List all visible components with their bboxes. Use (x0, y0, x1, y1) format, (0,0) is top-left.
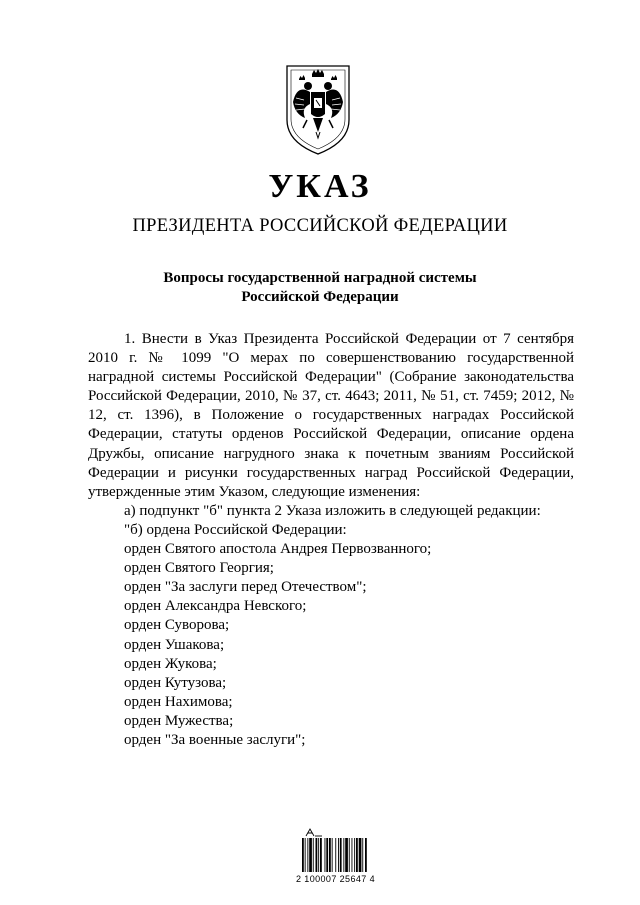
document-subtitle: ПРЕЗИДЕНТА РОССИЙСКОЙ ФЕДЕРАЦИИ (132, 216, 508, 236)
coat-of-arms-icon (283, 62, 353, 158)
barcode-bar (320, 838, 322, 872)
list-item: орден Суворова; (124, 617, 230, 634)
orders-intro: "б) ордена Российской Федерации: (124, 521, 347, 538)
decree-heading-line-1: Вопросы государственной наградной системы (163, 270, 477, 286)
decree-heading (100, 269, 540, 307)
list-item: орден "За военные заслуги"; (124, 731, 306, 748)
list-item: орден Александра Невского; (124, 598, 307, 615)
barcode-bar (325, 838, 326, 872)
list-item: орден "За заслуги перед Отечеством"; (124, 579, 367, 596)
barcode-bar (305, 838, 306, 872)
list-item: орден Жукова; (124, 655, 217, 672)
list-item: орден Святого апостола Андрея Первозванного; (124, 541, 432, 558)
barcode-bar (356, 838, 358, 872)
barcode-bar (326, 838, 328, 872)
barcode-bar (362, 838, 363, 872)
barcode-bar (329, 838, 331, 872)
barcode-bar (313, 838, 314, 872)
decree-body (88, 330, 574, 750)
list-item: орден Нахимова; (124, 693, 233, 710)
barcode-bar (352, 838, 353, 872)
barcode-bar (365, 838, 367, 872)
barcode-bar (307, 838, 308, 872)
paragraph-1: 1. Внести в Указ Президента Российской Федерации от 7 сентября 2010 г. № 1099 "О мерах по совершенствованию государственной наградной системы Российской Федерации" (Собрание законодательства Российской Федерации, 2010, № 37, ст. 4643; 2011, № 51, ст. 7459; 2012, № 12, ст. 1396), в Положение о государственных наградах Российской Федерации, статуты орденов Российской Федерации, описание ордена Дружбы, описание нагрудного знака к почетным званиям Российской Федерации и рисунки государственных наград Российской Федерации, утвержденные этим Указом, следующие изменения: (88, 331, 574, 500)
barcode-bar (302, 838, 304, 872)
list-item: орден Ушакова; (124, 636, 225, 653)
list-item: орден Святого Георгия; (124, 560, 274, 577)
decree-heading-line-2: Российской Федерации (241, 289, 399, 305)
barcode-bar (340, 838, 342, 872)
barcode-bar (359, 838, 362, 872)
barcode-bar (349, 838, 350, 872)
barcode-bar (345, 838, 348, 872)
barcode-bar (316, 838, 318, 872)
list-item: орден Кутузова; (124, 674, 227, 691)
barcode (300, 838, 390, 874)
barcode-bar (332, 838, 333, 872)
barcode-bar (354, 838, 355, 872)
orders-list (88, 540, 574, 750)
barcode-bar (309, 838, 312, 872)
barcode-bar (335, 838, 336, 872)
barcode-bar (343, 838, 344, 872)
print-mark-icon (304, 826, 324, 838)
paragraph-2: а) подпункт "б" пункта 2 Указа изложить в следующей редакции: (124, 502, 541, 519)
document-title: УКАЗ (268, 168, 372, 205)
barcode-bar (338, 838, 339, 872)
barcode-number: 2 100007 25647 4 (296, 874, 375, 884)
list-item: орден Мужества; (124, 712, 234, 729)
barcode-bar (318, 838, 319, 872)
